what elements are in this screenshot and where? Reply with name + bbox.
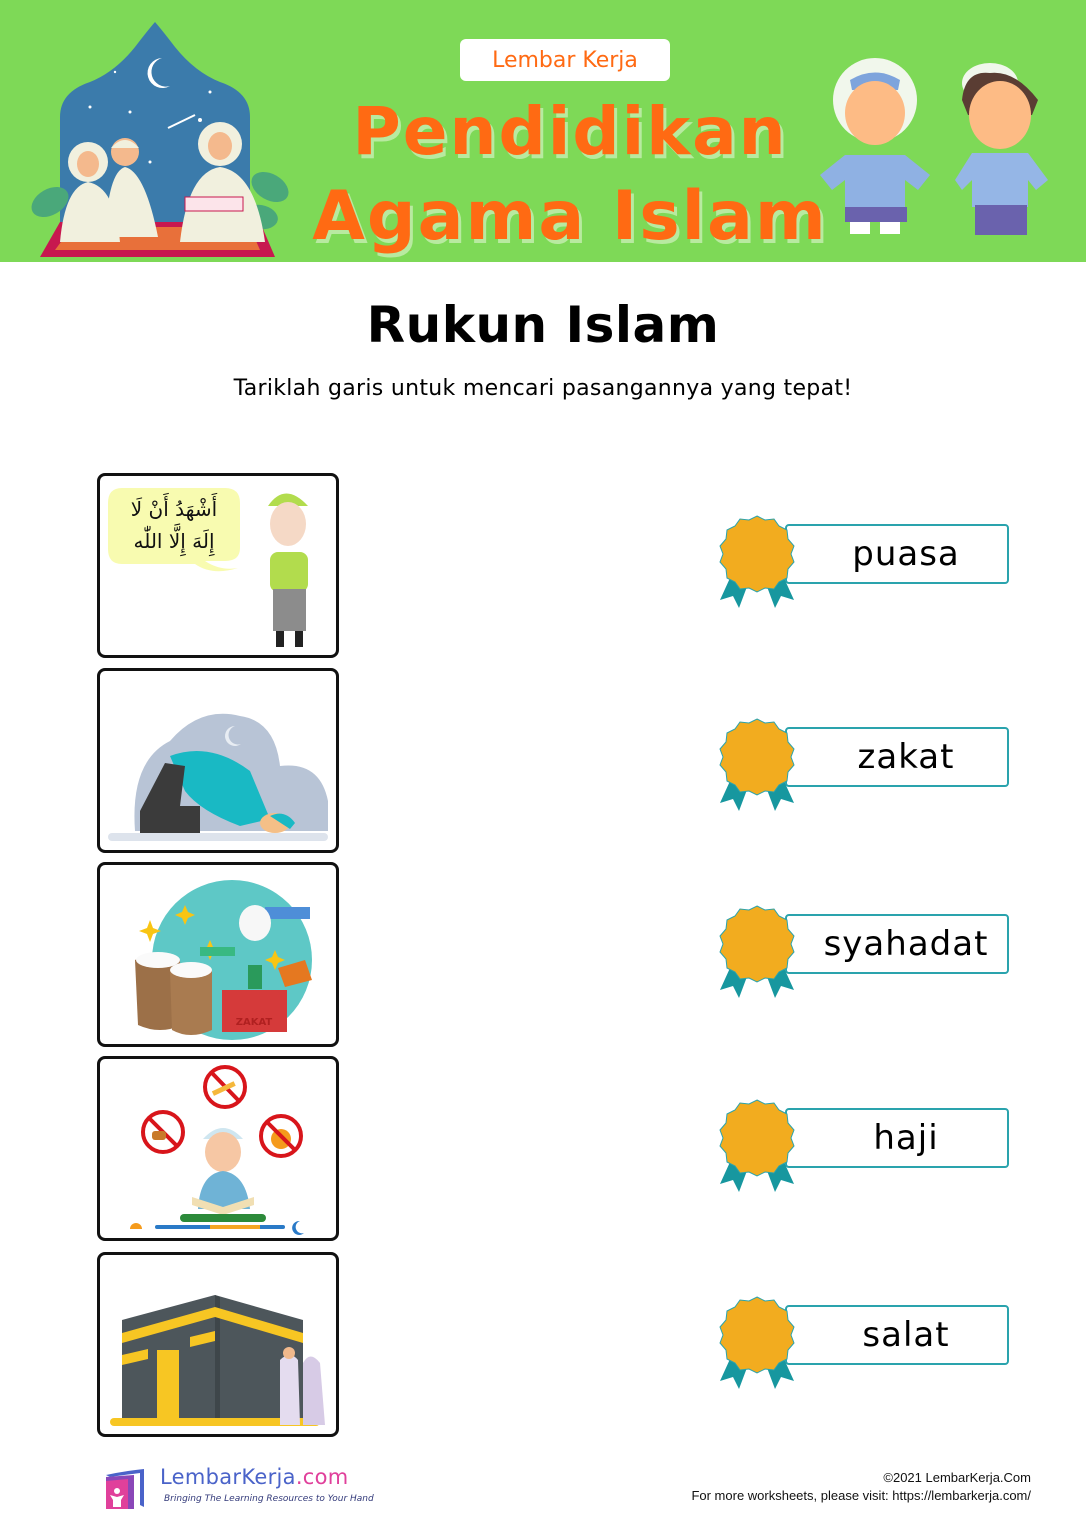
worksheet-badge: Lembar Kerja — [460, 39, 670, 81]
word-label-zakat[interactable] — [715, 723, 1015, 818]
worksheet-instruction: Tariklah garis untuk mencari pasangannya yang tepat! — [233, 376, 853, 401]
header-banner — [0, 0, 1086, 262]
book-logo-icon — [104, 1467, 150, 1511]
rosette-ribbon-icon — [715, 902, 799, 1002]
picture-card-syahadat[interactable] — [97, 473, 339, 658]
picture-card-zakat[interactable] — [97, 862, 339, 1047]
word-label-haji[interactable] — [715, 1104, 1015, 1199]
word-text: puasa — [785, 524, 1009, 584]
header-title-line1: Pendidikan — [352, 93, 788, 170]
muslim-kids-illustration — [800, 45, 1080, 245]
svg-text:إِلَهَ إِلَّا اللّٰه: إِلَهَ إِلَّا اللّٰه — [133, 529, 215, 553]
family-reading-quran-illustration — [20, 22, 300, 262]
picture-card-puasa[interactable] — [97, 1056, 339, 1241]
svg-text:ZAKAT: ZAKAT — [235, 1017, 273, 1028]
rosette-ribbon-icon — [715, 1293, 799, 1393]
kaaba-pilgrims-illustration — [100, 1255, 336, 1434]
rosette-ribbon-icon — [715, 715, 799, 815]
word-label-salat[interactable] — [715, 1301, 1015, 1396]
brand-tagline: Bringing The Learning Resources to Your Hand — [164, 1494, 374, 1504]
header-title-line2: Agama Islam — [312, 177, 828, 256]
rosette-ribbon-icon — [715, 512, 799, 612]
footer-credits — [691, 1469, 1031, 1505]
word-text: salat — [785, 1305, 1009, 1365]
picture-card-haji[interactable] — [97, 1252, 339, 1437]
copyright-text: ©2021 LembarKerja.Com — [883, 1470, 1031, 1485]
fasting-boy-illustration — [100, 1059, 336, 1238]
word-text: haji — [785, 1108, 1009, 1168]
visit-link-text[interactable]: For more worksheets, please visit: https://lembarkerja.com/ — [691, 1488, 1031, 1503]
word-text: syahadat — [785, 914, 1009, 974]
sujud-prayer-illustration — [100, 671, 336, 850]
zakat-giving-illustration — [100, 865, 336, 1044]
svg-text:أَشْهَدُ أَنْ لَا: أَشْهَدُ أَنْ لَا — [130, 497, 218, 521]
shahada-boy-illustration — [100, 476, 336, 655]
word-text: zakat — [785, 727, 1009, 787]
worksheet-title: Rukun Islam — [366, 296, 720, 354]
lembarkerja-logo[interactable] — [104, 1465, 374, 1515]
brand-name: LembarKerja.com — [160, 1465, 349, 1489]
word-label-puasa[interactable] — [715, 520, 1015, 615]
word-label-syahadat[interactable] — [715, 910, 1015, 1005]
rosette-ribbon-icon — [715, 1096, 799, 1196]
picture-card-salat[interactable] — [97, 668, 339, 853]
